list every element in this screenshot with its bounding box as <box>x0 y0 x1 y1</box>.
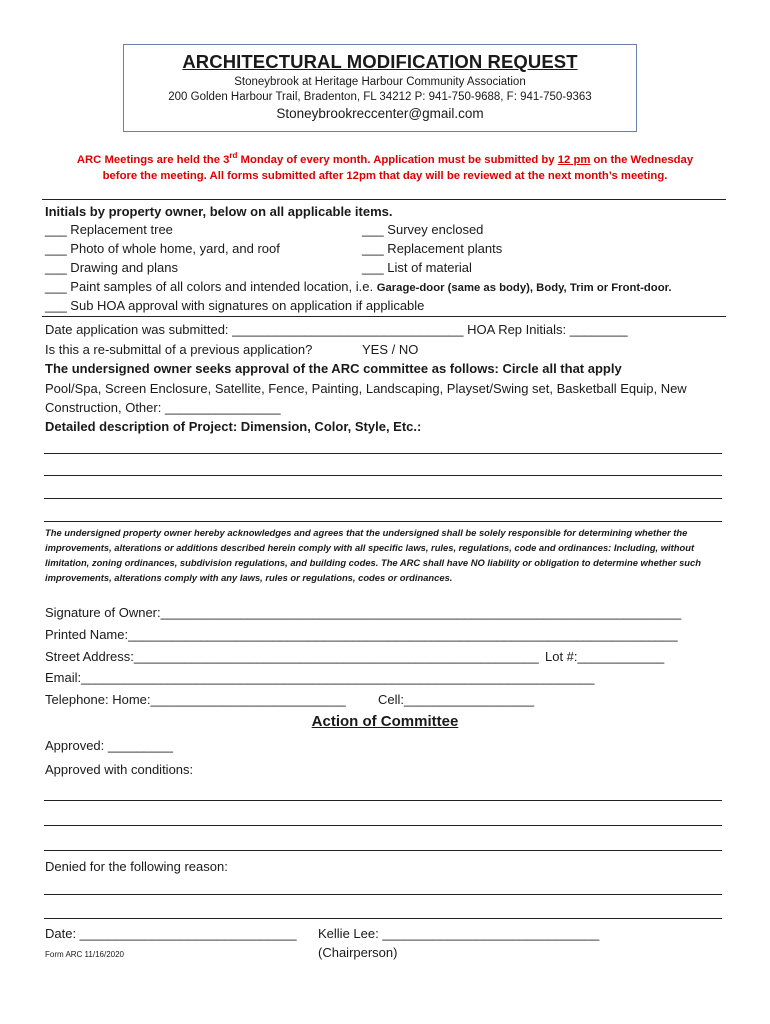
acknowledgement-text: The undersigned property owner hereby acknowledges and agrees that the undersigned shall be solely responsible for determining whether the improvements, alterations or additions described herein comply with all specific laws, rules, regulations, code and ordinances: Including, without limitation, zoning ordinances, subdivision regulations, and building codes. The ARC shall have NO liability or obligation to determine whether such improvements, alterations comply with any laws, rules or regulations, codes or ordinances. <box>45 527 701 583</box>
item-replacement-tree: ___ Replacement tree <box>45 222 173 237</box>
item-sub-hoa: ___ Sub HOA approval with signatures on application if applicable <box>45 298 425 313</box>
divider-top <box>42 199 726 200</box>
committee-title: Action of Committee <box>311 713 459 730</box>
approved-conditions-label: Approved with conditions: <box>45 762 194 777</box>
approved-field[interactable]: Approved: _________ <box>45 738 173 753</box>
denied-label: Denied for the following reason: <box>45 859 228 874</box>
form-title: ARCHITECTURAL MODIFICATION REQUEST <box>182 51 578 72</box>
approval-heading: The undersigned owner seeks approval of the ARC committee as follows: Circle all that apply <box>45 361 622 376</box>
association-name: Stoneybrook at Heritage Harbour Community Association <box>234 76 526 88</box>
categories-line-2[interactable]: Construction, Other: ________________ <box>45 400 281 415</box>
date-submitted-field[interactable]: Date application was submitted: ________________________________ HOA Rep Initials: ________ <box>45 322 628 337</box>
item-photo-home: ___ Photo of whole home, yard, and roof <box>45 241 280 256</box>
resubmittal-question: Is this a re-submittal of a previous application? <box>45 342 313 357</box>
cell-field[interactable]: Cell:__________________ <box>378 692 535 707</box>
header-box <box>123 44 637 132</box>
committee-date-field[interactable]: Date: ______________________________ <box>45 926 297 941</box>
denied-line[interactable] <box>44 918 722 919</box>
item-list-material: ___ List of material <box>362 260 472 275</box>
item-replacement-plants: ___ Replacement plants <box>362 241 503 256</box>
chairperson-signature-field[interactable]: Kellie Lee: ______________________________ <box>318 926 600 941</box>
denied-line[interactable] <box>44 894 722 895</box>
email-field[interactable]: Email:_______________________________________________________________________ <box>45 670 595 685</box>
association-email: Stoneybrookreccenter@gmail.com <box>276 106 484 121</box>
signature-field[interactable]: Signature of Owner:________________________________________________________________________ <box>45 605 682 620</box>
description-line[interactable] <box>44 453 722 454</box>
description-line[interactable] <box>44 521 722 522</box>
telephone-home-field[interactable]: Telephone: Home:___________________________ <box>45 692 346 707</box>
meeting-notice <box>40 148 730 184</box>
initials-heading: Initials by property owner, below on all applicable items. <box>45 204 393 219</box>
description-line[interactable] <box>44 498 722 499</box>
form-number: Form ARC 11/16/2020 <box>45 950 125 959</box>
printed-name-field[interactable]: Printed Name:____________________________________________________________________________ <box>45 627 678 642</box>
item-drawing-plans: ___ Drawing and plans <box>45 260 178 275</box>
conditions-line[interactable] <box>44 825 722 826</box>
chairperson-label: (Chairperson) <box>318 945 398 960</box>
street-address-field[interactable]: Street Address:________________________________________________________ <box>45 649 539 664</box>
divider-middle <box>42 316 726 317</box>
item-survey: ___ Survey enclosed <box>362 222 484 237</box>
item-paint-samples: ___ Paint samples of all colors and intended location, i.e. Garage-door (same as body), Body, Trim or Front-door. <box>45 279 672 294</box>
conditions-line[interactable] <box>44 800 722 801</box>
description-line[interactable] <box>44 475 722 476</box>
yes-no-choice[interactable]: YES / NO <box>362 342 419 357</box>
notice-line-1: ARC Meetings are held the 3rd Monday of every month. Application must be submitted by 12 pm on the Wednesday <box>76 151 694 166</box>
notice-line-2: before the meeting. All forms submitted after 12pm that day will be reviewed at the next month’s meeting. <box>102 169 668 182</box>
association-address: 200 Golden Harbour Trail, Bradenton, FL 34212 P: 941-750-9688, F: 941-750-9363 <box>168 91 592 103</box>
conditions-line[interactable] <box>44 850 722 851</box>
description-heading: Detailed description of Project: Dimension, Color, Style, Etc.: <box>45 419 422 434</box>
lot-field[interactable]: Lot #:____________ <box>545 649 665 664</box>
categories-line-1[interactable]: Pool/Spa, Screen Enclosure, Satellite, Fence, Painting, Landscaping, Playset/Swing set, Basketball Equip, New <box>45 381 687 396</box>
